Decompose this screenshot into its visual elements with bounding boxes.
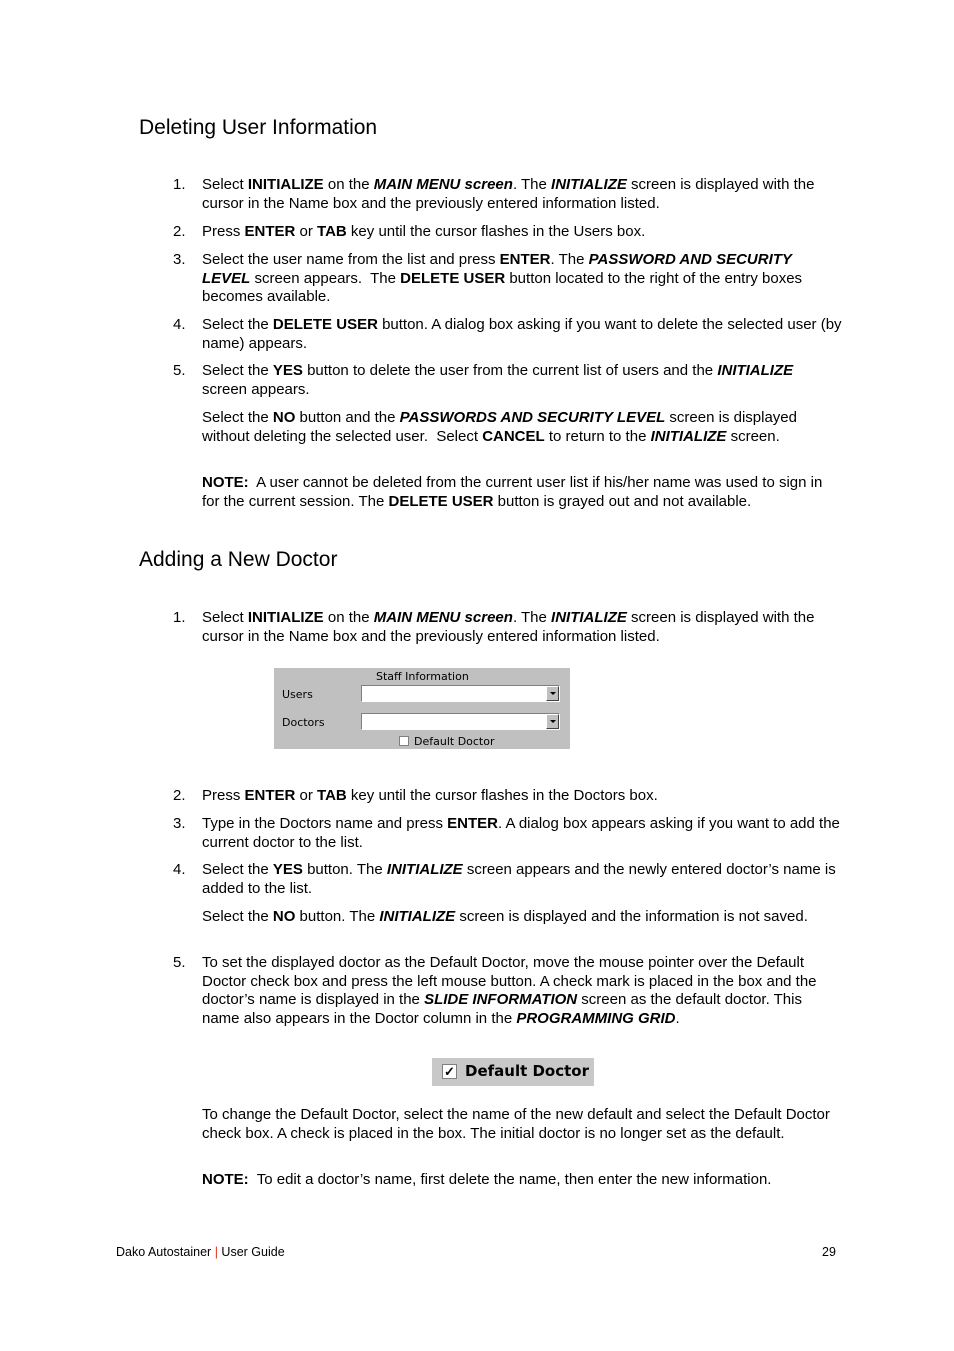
list-number: 4. [173,316,186,333]
default-doctor-checkbox[interactable] [399,736,409,746]
default-doctor-label: Default Doctor [414,735,495,748]
checkmark-icon[interactable]: ✓ [442,1064,457,1079]
list-number: 4. [173,861,186,878]
list-item-text: Select INITIALIZE on the MAIN MENU screen. The INITIALIZE screen is displayed with the cursor in the Name box and the previously entered information listed. [202,609,815,645]
list-number: 1. [173,176,186,193]
doctors-label: Doctors [282,716,325,729]
paragraph: Select the NO button and the PASSWORDS AND SECURITY LEVEL screen is displayed without deleting the selected user. Select CANCEL to return to the INITIALIZE screen. [202,409,797,445]
note: NOTE: A user cannot be deleted from the current user list if his/her name was used to sign in for the current session. The DELETE USER button is grayed out and not available. [202,474,823,510]
staff-information-title: Staff Information [376,670,469,683]
list-number: 2. [173,787,186,804]
note: NOTE: To edit a doctor’s name, first delete the name, then enter the new information. [202,1171,772,1188]
doctors-dropdown[interactable] [361,713,560,730]
section-title-adding: Adding a New Doctor [139,548,338,571]
footer-left [116,1245,285,1259]
staff-information-panel [274,668,570,749]
chevron-down-icon[interactable] [546,714,559,729]
default-doctor-widget [432,1058,594,1086]
list-number: 5. [173,954,186,971]
paragraph: Select the NO button. The INITIALIZE screen is displayed and the information is not saved. [202,908,808,925]
list-item-text: Select the user name from the list and press ENTER. The PASSWORD AND SECURITY LEVEL screen appears. The DELETE USER button located to the right of the entry boxes becomes available. [202,251,803,305]
paragraph: To change the Default Doctor, select the name of the new default and select the Default Doctor check box. A check is placed in the box. The initial doctor is no longer set as the default. [202,1106,830,1142]
list-number: 5. [173,362,186,379]
list-item-text: Select INITIALIZE on the MAIN MENU screen. The INITIALIZE screen is displayed with the cursor in the Name box and the previously entered information listed. [202,176,815,212]
footer-brand: Dako Autostainer [116,1245,212,1259]
list-number: 3. [173,815,186,832]
users-dropdown[interactable] [361,685,560,702]
list-item-text: Press ENTER or TAB key until the cursor flashes in the Doctors box. [202,787,658,804]
footer-guide: User Guide [221,1245,285,1259]
list-item-text: Select the YES button. The INITIALIZE screen appears and the newly entered doctor’s name is added to the list. [202,861,836,897]
page-number: 29 [822,1245,836,1259]
section-title-deleting: Deleting User Information [139,116,378,139]
list-number: 2. [173,223,186,240]
chevron-down-icon[interactable] [546,686,559,701]
default-doctor-widget-label: Default Doctor [465,1062,590,1080]
list-item-text: Select the DELETE USER button. A dialog box asking if you want to delete the selected user (by name) appears. [202,316,842,352]
list-item-text: Type in the Doctors name and press ENTER. A dialog box appears asking if you want to add the current doctor to the list. [202,815,840,851]
footer-separator: | [214,1245,218,1259]
users-label: Users [282,688,313,701]
list-number: 3. [173,251,186,268]
list-item-text: Press ENTER or TAB key until the cursor flashes in the Users box. [202,223,646,240]
list-item-text: To set the displayed doctor as the Default Doctor, move the mouse pointer over the Default Doctor check box and press the left mouse button. A check mark is placed in the box and the doctor’s name is displayed in the SLIDE INFORMATION screen as the default doctor. This name also appears in the Doctor column in the PROGRAMMING GRID. [202,954,817,1027]
list-item-text: Select the YES button to delete the user from the current list of users and the INITIALIZE screen appears. [202,362,794,398]
list-number: 1. [173,609,186,626]
